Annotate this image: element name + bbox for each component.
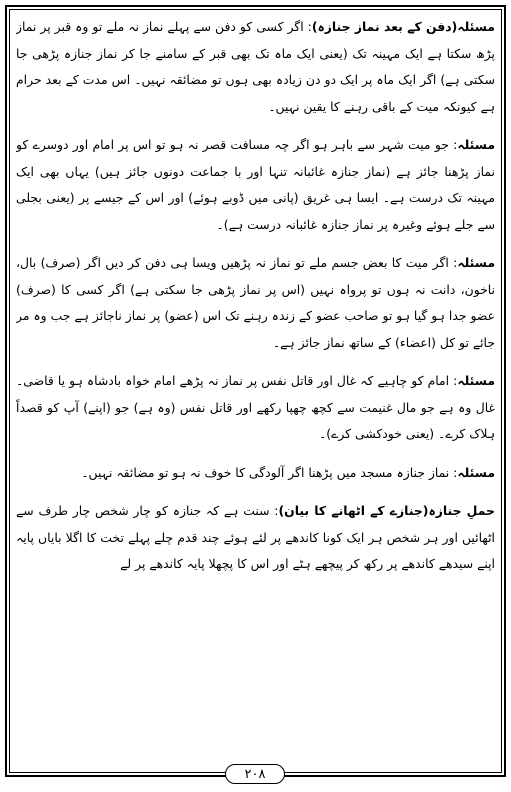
paragraph-label: مسئلہ [457, 255, 495, 270]
paragraph-heading: (جنازے کے اٹھانے کا بیان) [278, 503, 429, 518]
paragraph-label: مسئلہ [457, 137, 495, 152]
paragraph-text: : اگر میت کا بعض جسم ملے تو نماز نہ پڑھیں ویسا ہی دفن کر دیں اگر (صرف) بال، ناخون، دانت نہ ہوں تو پرواہ نہیں (اس پر نماز پڑھی جا سکتی ہے) اگر کسی کا (صرف) عضو جدا ہو گیا ہو تو صاحب عضو کے زندہ رہنے تک اس (عضو) پر نماز ناجائز ہے جب وہ مر جائے تو کل (اعضاء) کے ساتھ نماز جائز ہے۔ [16, 255, 495, 350]
paragraph-label: مسئلہ [457, 464, 495, 480]
paragraph-text: : جو میت شہر سے باہر ہو اگر چہ مسافت قصر نہ ہو تو اس پر امام اور دوسرے کو نماز پڑھنا جائز ہے (نماز جنازہ غائبانہ تنہا اور با جماعت دونوں جائز ہیں) یہاں بھی ایک مہینہ تک درست ہے۔ ایسا ہی غریق (پانی میں ڈوبے ہوئے) اور اس کے جیسے پر (یعنی بجلی سے جلے ہوئے وغیرہ پر نماز جنازہ غائبانہ درست ہے)۔ [16, 137, 495, 232]
paragraph-text: : سنت ہے کہ جنازہ کو چار شخص چار طرف سے اٹھائیں اور ہر شخص ہر ایک کونا کاندھے پر لئے ہوئے چند قدم چلے پہلے تخت کا اگلا بایاں پایہ اپنے سیدھے کاندھے پر رکھ کر پیچھے ہٹے اور اس کا پچھلا پایہ کاندھے پر لے [16, 503, 495, 571]
paragraph-3 [16, 250, 495, 356]
paragraph-label: مسئلہ [457, 19, 495, 34]
paragraph-label: مسئلہ [457, 373, 495, 388]
paragraph-2 [16, 132, 495, 238]
paragraph-6 [16, 498, 495, 578]
paragraph-1 [16, 14, 495, 120]
paragraph-4 [16, 368, 495, 448]
paragraph-text: : اگر کسی کو دفن سے پہلے نماز نہ ملے تو وہ قبر پر نماز پڑھ سکتا ہے ایک مہینہ تک (یعنی ایک ماہ تک بھی قبر کے سامنے جا کر نماز جنازہ پڑھی جا سکتی ہے) اگر ایک ماہ پر ایک دو دن زیادہ بھی ہوں تو مضائقہ نہیں۔ اس مدت کے بعد حرام ہے کیونکہ میت کے باقی رہنے کا یقین نہیں۔ [16, 19, 495, 114]
page-body [16, 14, 495, 750]
paragraph-heading: (دفن کے بعد نماز جنازہ) [311, 19, 458, 34]
paragraph-text: : امام کو چاہیے کہ غال اور قاتل نفس پر نماز نہ پڑھے امام خواہ بادشاہ ہو یا قاضی۔ غال وہ ہے جو مال غنیمت سے کچھ چھپا رکھے اور قاتل نفس (وہ ہے) جو (اپنے) آپ کو قصداً ہلاک کرے۔ (یعنی خودکشی کرے)۔ [16, 373, 495, 441]
paragraph-5 [16, 460, 495, 487]
page-number: ۲۰۸ [225, 764, 285, 784]
paragraph-text: : نماز جنازہ مسجد میں پڑھنا اگر آلودگی کا خوف نہ ہو تو مضائقہ نہیں۔ [81, 464, 458, 480]
paragraph-label: حملِ جنازہ [428, 503, 495, 518]
